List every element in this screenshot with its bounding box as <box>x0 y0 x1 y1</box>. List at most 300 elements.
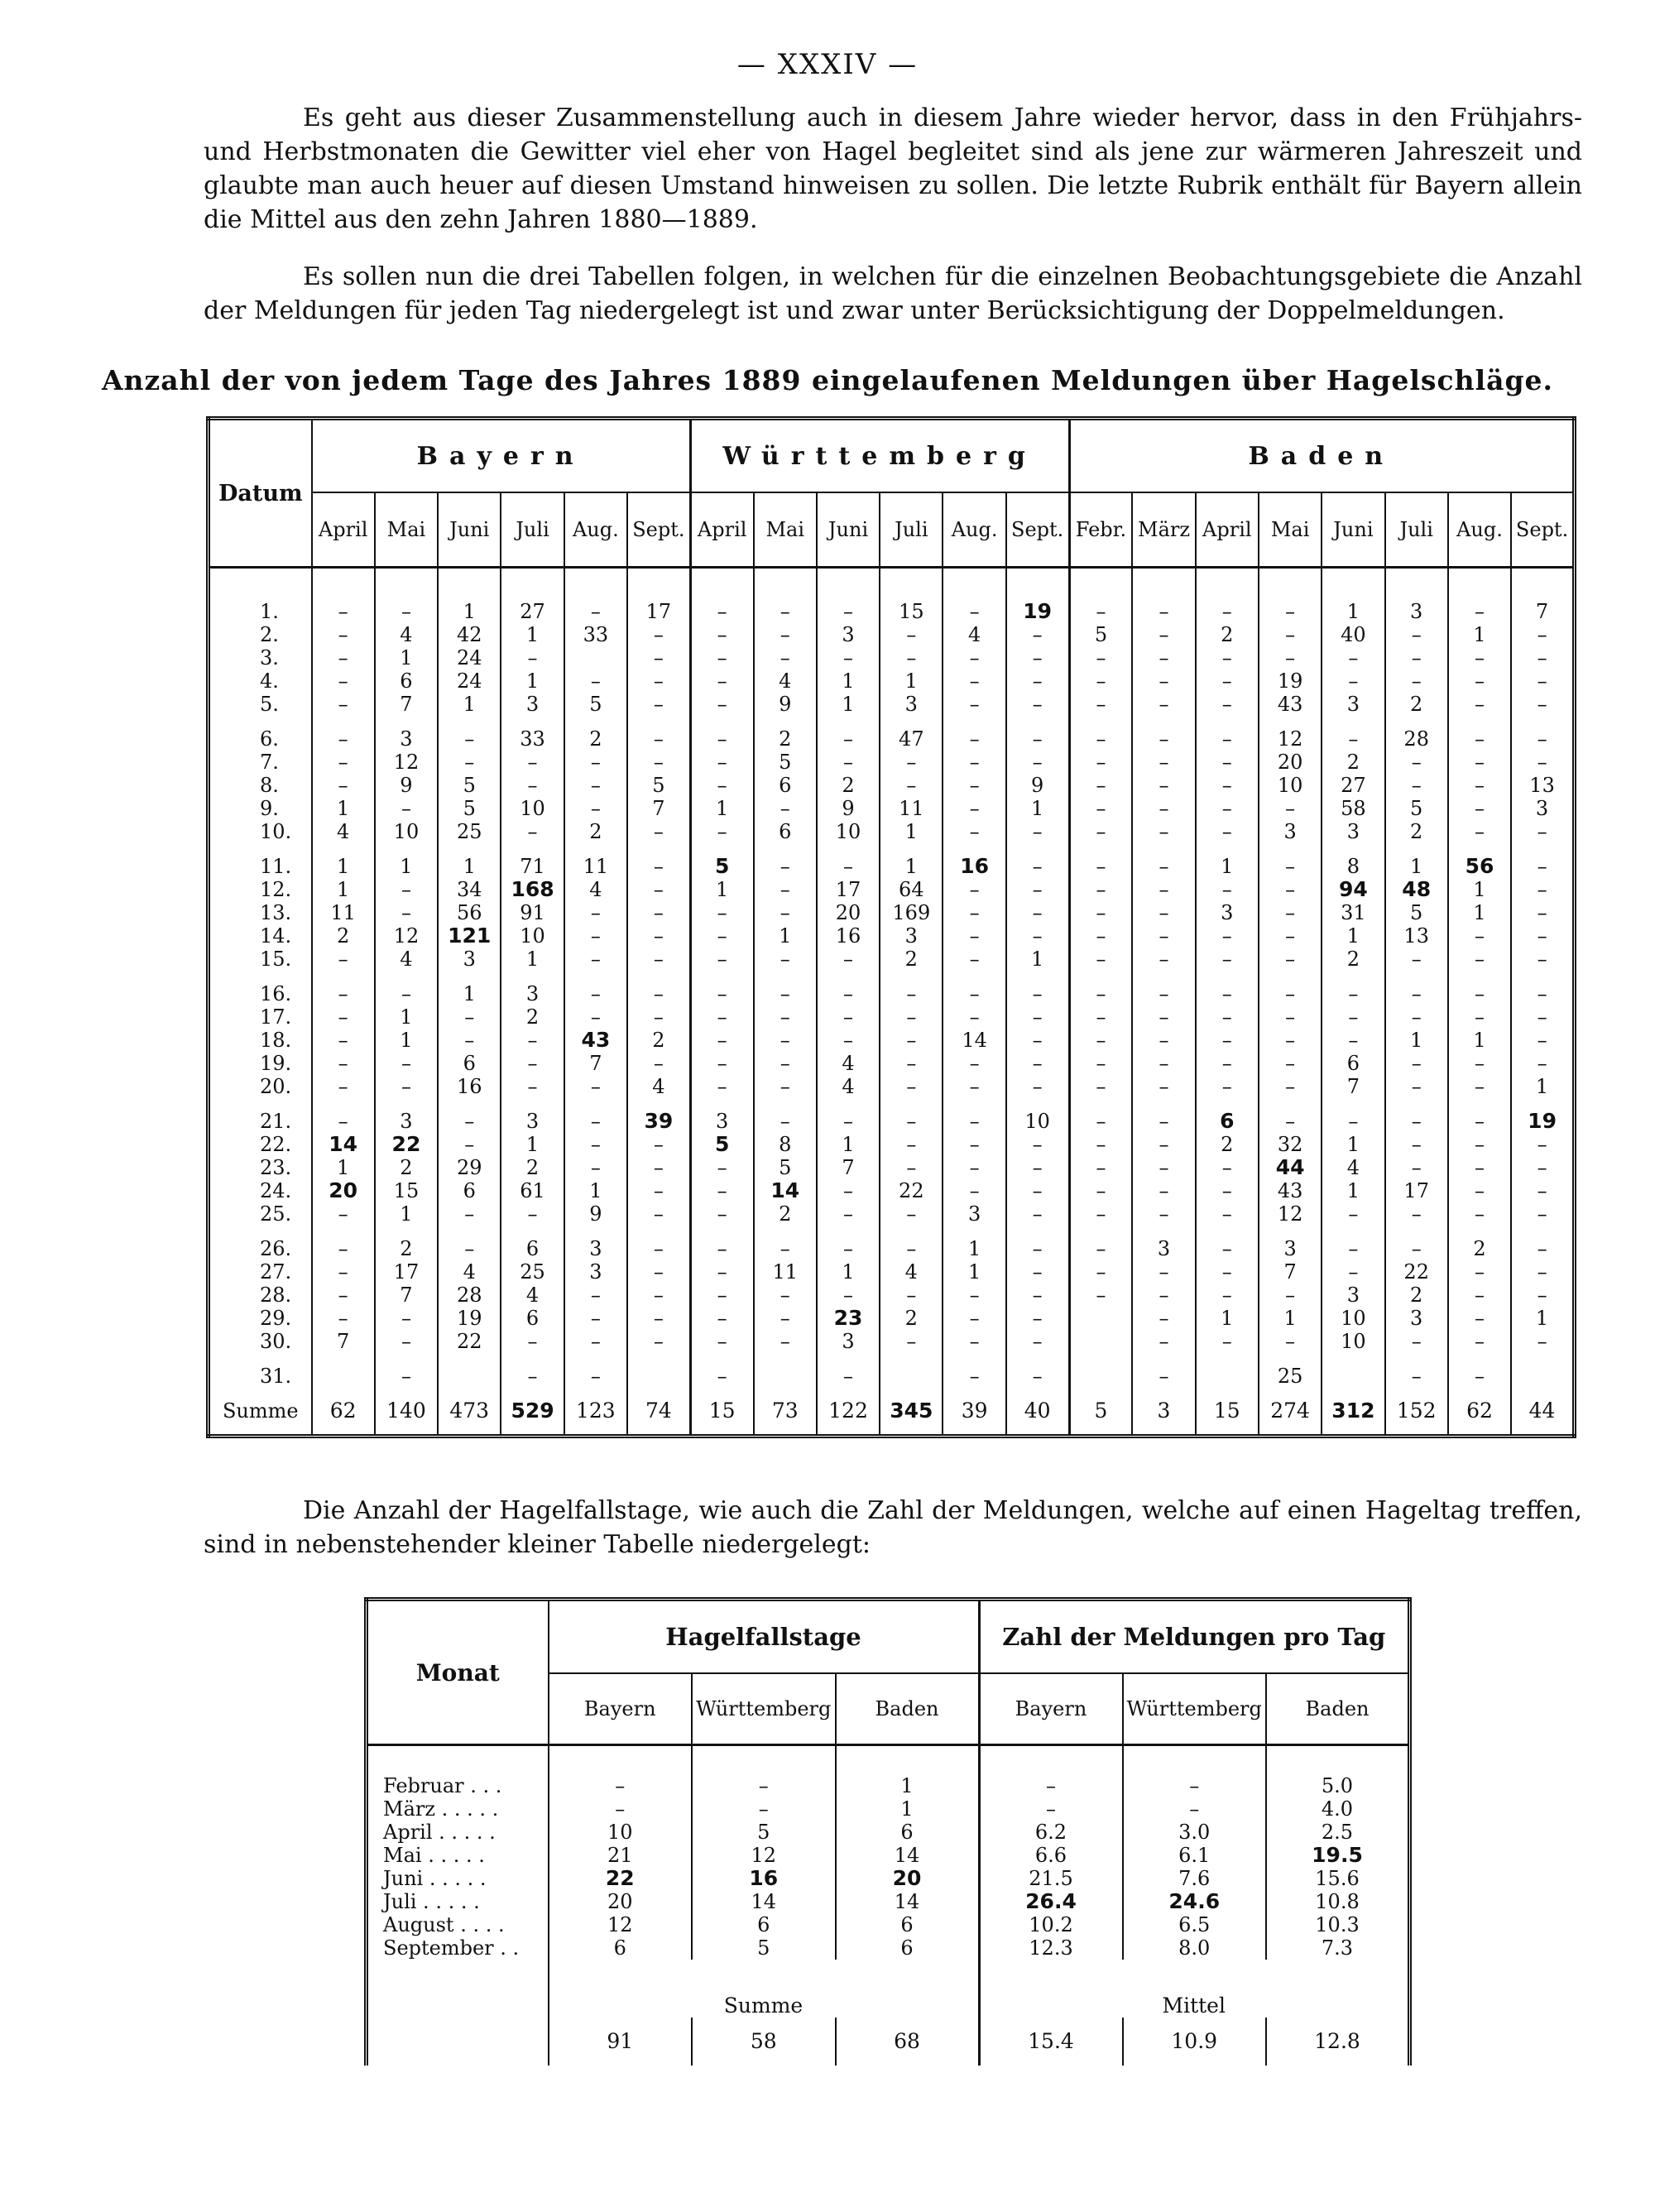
table-cell: – <box>1069 820 1132 843</box>
table-cell: 7 <box>312 1330 375 1353</box>
day-label: 19. <box>260 1052 292 1075</box>
bold-value: 168 <box>511 877 554 901</box>
table-cell: – <box>690 693 753 716</box>
table-row <box>367 1913 1410 1936</box>
table-cell: – <box>1069 1237 1132 1260</box>
table-cell: 10 <box>1322 1307 1384 1330</box>
hail-days-table <box>364 1597 1412 2066</box>
table-cell: – <box>627 1260 690 1284</box>
table-cell: – <box>1132 1005 1195 1029</box>
table-cell: 12 <box>375 751 438 774</box>
table-cell: – <box>943 727 1005 751</box>
summe-cell: 39 <box>943 1388 1005 1437</box>
table-cell: – <box>564 1005 627 1029</box>
table-cell: – <box>1448 982 1511 1005</box>
table-cell: 6 <box>438 1052 501 1075</box>
table-cell: – <box>1511 669 1574 693</box>
table-row <box>367 1745 1410 1798</box>
table-cell: – <box>564 1156 627 1179</box>
table-cell: – <box>1132 568 1195 624</box>
month-label: September . . <box>383 1936 520 1960</box>
table-cell: – <box>1132 646 1195 669</box>
month-header: Mai <box>1259 492 1322 568</box>
table-cell: – <box>312 982 375 1005</box>
table-cell: 2 <box>754 727 817 751</box>
table-row <box>209 855 1575 878</box>
table-row <box>209 669 1575 693</box>
day-label: 12. <box>260 878 292 901</box>
table-cell: – <box>1006 1202 1069 1226</box>
table-cell: – <box>1448 1133 1511 1156</box>
region-header-württemberg: Württemberg <box>690 419 1069 493</box>
table-cell: 2 <box>501 1005 564 1029</box>
table-cell: – <box>375 1307 438 1330</box>
page-number: — XXXIV — <box>736 48 919 81</box>
table-cell: – <box>943 820 1005 843</box>
table-cell: – <box>1069 878 1132 901</box>
table-cell: 5 <box>1069 623 1132 646</box>
summe-cell: 5 <box>1069 1388 1132 1437</box>
table-cell: – <box>1322 1260 1384 1284</box>
table-cell: – <box>1448 1005 1511 1029</box>
table-cell: – <box>1259 568 1322 624</box>
paragraph-2 <box>204 260 1582 328</box>
table-row <box>209 1005 1575 1029</box>
bold-value: 14 <box>770 1178 800 1202</box>
table-cell: 1 <box>1006 948 1069 971</box>
table-cell: – <box>1196 774 1259 797</box>
table-cell: 4 <box>438 1260 501 1284</box>
table-cell: – <box>1385 669 1448 693</box>
table-cell: 1 <box>375 1005 438 1029</box>
table-cell: 9 <box>1006 774 1069 797</box>
day-label: 20. <box>260 1075 292 1098</box>
table-cell: 2 <box>312 924 375 948</box>
table-cell: – <box>692 1797 836 1821</box>
table-cell: – <box>375 901 438 924</box>
table-cell: – <box>1196 727 1259 751</box>
table-cell: – <box>690 669 753 693</box>
table-cell: – <box>1196 1075 1259 1098</box>
table-cell <box>564 646 627 669</box>
table-cell <box>1123 1890 1267 1913</box>
day-label: 14. <box>260 924 292 948</box>
table-cell: – <box>1006 1365 1069 1388</box>
table-cell: – <box>1511 1156 1574 1179</box>
bold-value: 19.5 <box>1312 1843 1363 1867</box>
table-cell: – <box>627 1284 690 1307</box>
table-cell: – <box>943 1284 1005 1307</box>
table-cell: – <box>1006 982 1069 1005</box>
summe-cell: 473 <box>438 1388 501 1437</box>
day-label: 4. <box>260 669 279 693</box>
table-cell: 10 <box>1322 1330 1384 1353</box>
table-cell: – <box>754 1005 817 1029</box>
table-cell: – <box>943 1005 1005 1029</box>
table-cell: 2 <box>1322 948 1384 971</box>
table-cell <box>1448 855 1511 878</box>
table-cell: 1 <box>817 1133 880 1156</box>
table-cell: – <box>1006 820 1069 843</box>
day-label: 11. <box>260 855 292 878</box>
table-cell: 12 <box>1259 1202 1322 1226</box>
table-cell: 19 <box>438 1307 501 1330</box>
table-cell: 8.0 <box>1123 1936 1267 1960</box>
table-cell: – <box>1069 924 1132 948</box>
table-cell: 3 <box>501 982 564 1005</box>
table-cell: – <box>312 1202 375 1226</box>
table-cell: – <box>1123 1745 1267 1798</box>
table-cell: – <box>880 1110 943 1133</box>
table-cell: – <box>1196 797 1259 820</box>
table-cell: – <box>1132 1330 1195 1353</box>
table-row <box>209 1237 1575 1260</box>
table-cell: 25 <box>501 1260 564 1284</box>
table-cell: – <box>1511 1202 1574 1226</box>
bold-value: 16 <box>749 1866 779 1890</box>
region-header-bayern: Bayern <box>312 419 691 493</box>
table-cell: – <box>690 1029 753 1052</box>
month-header: Febr. <box>1069 492 1132 568</box>
table-cell: – <box>1069 1029 1132 1052</box>
table-cell <box>943 855 1005 878</box>
table-cell: – <box>1448 751 1511 774</box>
table-cell: – <box>1259 1005 1322 1029</box>
month-header-row <box>209 492 1575 568</box>
table-cell: 7 <box>375 693 438 716</box>
table-cell: 12 <box>692 1844 836 1867</box>
table-cell: – <box>1385 948 1448 971</box>
table-cell: 8 <box>754 1133 817 1156</box>
table-cell: – <box>438 1202 501 1226</box>
table-cell: 1 <box>438 693 501 716</box>
table-row <box>209 901 1575 924</box>
row-spacer <box>209 1353 1575 1365</box>
table-cell: – <box>1448 924 1511 948</box>
table-cell: – <box>1196 820 1259 843</box>
table-cell: 43 <box>1259 1179 1322 1202</box>
table-cell: – <box>1385 1110 1448 1133</box>
table-cell: 1 <box>438 568 501 624</box>
table-cell: 10 <box>501 924 564 948</box>
table-cell: – <box>1259 855 1322 878</box>
table-cell: 6.6 <box>979 1844 1123 1867</box>
table-cell: – <box>1511 924 1574 948</box>
table-cell: – <box>1069 669 1132 693</box>
table-cell: – <box>438 1237 501 1260</box>
table-cell: – <box>1448 1110 1511 1133</box>
table-cell: – <box>627 751 690 774</box>
hail-reports-table <box>206 416 1576 1438</box>
table-cell: – <box>1069 751 1132 774</box>
table-cell: – <box>690 1075 753 1098</box>
bold-value: 14 <box>329 1132 358 1156</box>
table-cell: – <box>375 797 438 820</box>
table-cell: – <box>1385 1365 1448 1388</box>
table-cell: 9 <box>564 1202 627 1226</box>
table-cell: 10.3 <box>1266 1913 1410 1936</box>
table-cell: – <box>1448 820 1511 843</box>
table-cell: – <box>1511 820 1574 843</box>
table-row <box>209 568 1575 624</box>
table-cell: – <box>690 646 753 669</box>
month-header: April <box>690 492 753 568</box>
table-cell: 42 <box>438 623 501 646</box>
day-label: 18. <box>260 1029 292 1052</box>
table-cell: 71 <box>501 855 564 878</box>
table-cell: 6.5 <box>1123 1913 1267 1936</box>
bold-value: 22 <box>605 1866 635 1890</box>
table-cell: – <box>1511 878 1574 901</box>
table-cell: – <box>1385 1330 1448 1353</box>
table-cell: – <box>690 1052 753 1075</box>
table-cell: – <box>312 727 375 751</box>
table-cell: 6 <box>501 1307 564 1330</box>
table-cell: – <box>1448 669 1511 693</box>
table-cell: – <box>1385 774 1448 797</box>
table-cell: – <box>1385 1005 1448 1029</box>
table-cell: – <box>501 1330 564 1353</box>
table-cell: 10.8 <box>1266 1890 1410 1913</box>
table-cell <box>627 1365 690 1388</box>
table-row <box>209 751 1575 774</box>
table-cell: – <box>1259 1284 1322 1307</box>
table-cell: – <box>564 568 627 624</box>
table-cell: – <box>943 1179 1005 1202</box>
day-label: 31. <box>260 1365 292 1388</box>
table-cell: – <box>1069 1075 1132 1098</box>
table-cell: – <box>817 568 880 624</box>
bold-value: 43 <box>581 1028 611 1052</box>
summe-row <box>209 1388 1575 1437</box>
table-cell: 3 <box>501 693 564 716</box>
table-cell: 1 <box>1385 855 1448 878</box>
table-cell: – <box>943 1110 1005 1133</box>
table-row <box>209 1110 1575 1133</box>
table-row <box>209 982 1575 1005</box>
table-cell: – <box>1132 1260 1195 1284</box>
table-cell <box>1006 568 1069 624</box>
table-cell: 13 <box>1385 924 1448 948</box>
summe-cell: 122 <box>817 1388 880 1437</box>
table-cell: – <box>1006 751 1069 774</box>
table-cell: – <box>690 1307 753 1330</box>
table-cell: – <box>690 982 753 1005</box>
bold-value: 48 <box>1402 877 1432 901</box>
table-cell: – <box>880 1156 943 1179</box>
table-cell: – <box>1196 1330 1259 1353</box>
table-cell: 5 <box>754 1156 817 1179</box>
table-row <box>209 1052 1575 1075</box>
row-spacer <box>209 716 1575 727</box>
month-header: Sept. <box>627 492 690 568</box>
table-cell: – <box>1259 924 1322 948</box>
table-cell: 1 <box>1448 878 1511 901</box>
table-cell: 5 <box>1385 901 1448 924</box>
table-cell: 10 <box>817 820 880 843</box>
table-cell: – <box>564 1110 627 1133</box>
table-cell: – <box>754 1029 817 1052</box>
table-cell: – <box>1448 1075 1511 1098</box>
bold-value: 19 <box>1528 1109 1557 1133</box>
paragraph-1 <box>204 101 1582 237</box>
table-cell: – <box>817 1284 880 1307</box>
table-cell: 7 <box>627 797 690 820</box>
table-row <box>209 623 1575 646</box>
table-cell: 2 <box>1448 1237 1511 1260</box>
table-cell: – <box>1448 1179 1511 1202</box>
summe-label: Summe <box>549 1960 980 2018</box>
table-cell: – <box>1385 646 1448 669</box>
table-cell: 4 <box>375 623 438 646</box>
table-cell: – <box>1196 1029 1259 1052</box>
table-cell: – <box>1069 727 1132 751</box>
table-cell: – <box>627 1202 690 1226</box>
total-cell: 68 <box>836 2018 980 2066</box>
table-cell: 7 <box>1259 1260 1322 1284</box>
bold-value: 39 <box>644 1109 674 1133</box>
table-cell: – <box>1123 1797 1267 1821</box>
table-cell: – <box>1385 1156 1448 1179</box>
datum-header: Datum <box>209 419 312 568</box>
table-cell: 3 <box>1132 1237 1195 1260</box>
total-cell: 91 <box>549 2018 693 2066</box>
table-cell: 1 <box>375 855 438 878</box>
table-cell: 1 <box>312 797 375 820</box>
table-cell: – <box>1006 1052 1069 1075</box>
table-cell: – <box>943 878 1005 901</box>
bold-value: 24.6 <box>1168 1889 1221 1913</box>
month-header: April <box>1196 492 1259 568</box>
table-cell: – <box>438 1110 501 1133</box>
table-cell <box>1511 1365 1574 1388</box>
table-cell: – <box>1069 901 1132 924</box>
table-cell: – <box>690 1237 753 1260</box>
table-cell <box>1266 1844 1410 1867</box>
table-cell: – <box>1132 727 1195 751</box>
table-cell: – <box>943 751 1005 774</box>
table-cell: – <box>943 774 1005 797</box>
summe-cell: 40 <box>1006 1388 1069 1437</box>
table-cell: 2 <box>1196 1133 1259 1156</box>
table-cell: – <box>627 820 690 843</box>
table-cell: 1 <box>375 646 438 669</box>
table-cell: 32 <box>1259 1133 1322 1156</box>
table-cell: – <box>943 693 1005 716</box>
table-cell: – <box>880 1237 943 1260</box>
table-cell: 1 <box>817 669 880 693</box>
table-cell: – <box>1196 1260 1259 1284</box>
table-cell: – <box>312 1284 375 1307</box>
row-spacer <box>209 1098 1575 1110</box>
table-cell: 1 <box>754 924 817 948</box>
table-cell: – <box>1069 982 1132 1005</box>
table-cell: 2 <box>880 1307 943 1330</box>
table-cell: 1 <box>501 948 564 971</box>
table-cell: 5 <box>438 774 501 797</box>
bold-value: 20 <box>892 1866 922 1890</box>
table-cell: 5 <box>692 1936 836 1960</box>
sub-header: Baden <box>1266 1673 1410 1745</box>
table-cell: 20 <box>549 1890 693 1913</box>
table-cell: – <box>501 1075 564 1098</box>
table-cell: 3 <box>438 948 501 971</box>
table-cell: – <box>1069 693 1132 716</box>
month-header: Juni <box>438 492 501 568</box>
table-cell: – <box>1448 1307 1511 1330</box>
table-cell: – <box>1006 855 1069 878</box>
table-cell: – <box>1006 1005 1069 1029</box>
table-cell: – <box>1448 797 1511 820</box>
summe-cell: 44 <box>1511 1388 1574 1437</box>
table-cell: 3 <box>1196 901 1259 924</box>
table-cell <box>438 1365 501 1388</box>
month-header: Aug. <box>943 492 1005 568</box>
table-cell: – <box>1069 1133 1132 1156</box>
table-cell: – <box>1511 727 1574 751</box>
total-cell: 10.9 <box>1123 2018 1267 2066</box>
table-cell: 1 <box>943 1260 1005 1284</box>
table-cell: 1 <box>836 1797 980 1821</box>
meldungen-pro-tag-header: Zahl der Meldungen pro Tag <box>979 1600 1410 1674</box>
table-cell: – <box>1196 982 1259 1005</box>
table-cell: – <box>690 623 753 646</box>
table-cell: – <box>312 1052 375 1075</box>
table-cell: 11 <box>564 855 627 878</box>
table-cell: – <box>1006 727 1069 751</box>
table-cell: – <box>754 1075 817 1098</box>
table-cell: 28 <box>438 1284 501 1307</box>
table-cell: – <box>690 751 753 774</box>
table-cell: – <box>1448 1260 1511 1284</box>
summe-cell: 62 <box>1448 1388 1511 1437</box>
table-cell: – <box>1069 774 1132 797</box>
summe-cell: 140 <box>375 1388 438 1437</box>
total-cell: 12.8 <box>1266 2018 1410 2066</box>
table-cell: 4 <box>312 820 375 843</box>
table-cell: – <box>943 1133 1005 1156</box>
table-row <box>209 1156 1575 1179</box>
table-cell: 1 <box>375 1202 438 1226</box>
table-cell: – <box>943 948 1005 971</box>
table-cell: – <box>627 1005 690 1029</box>
month-header: Juni <box>817 492 880 568</box>
day-label: 10. <box>260 820 292 843</box>
table-cell: – <box>1132 1052 1195 1075</box>
day-label: 16. <box>260 982 292 1005</box>
table-cell: – <box>1132 982 1195 1005</box>
table-cell: – <box>1448 1202 1511 1226</box>
table-cell: – <box>1006 1284 1069 1307</box>
table-cell: 1 <box>501 669 564 693</box>
table-row <box>209 924 1575 948</box>
table-cell: – <box>1006 693 1069 716</box>
table-row <box>209 646 1575 669</box>
table-row <box>367 1797 1410 1821</box>
table-cell: – <box>754 646 817 669</box>
table-cell: 21.5 <box>979 1867 1123 1890</box>
table-cell <box>1511 1110 1574 1133</box>
table-cell: – <box>312 1075 375 1098</box>
table-cell: 10 <box>549 1821 693 1844</box>
table-cell: – <box>1006 1330 1069 1353</box>
table-cell: – <box>880 646 943 669</box>
table-cell: – <box>1196 948 1259 971</box>
table-cell: 2 <box>564 727 627 751</box>
table-cell: – <box>627 1237 690 1260</box>
table-cell: – <box>312 669 375 693</box>
table-cell <box>438 924 501 948</box>
